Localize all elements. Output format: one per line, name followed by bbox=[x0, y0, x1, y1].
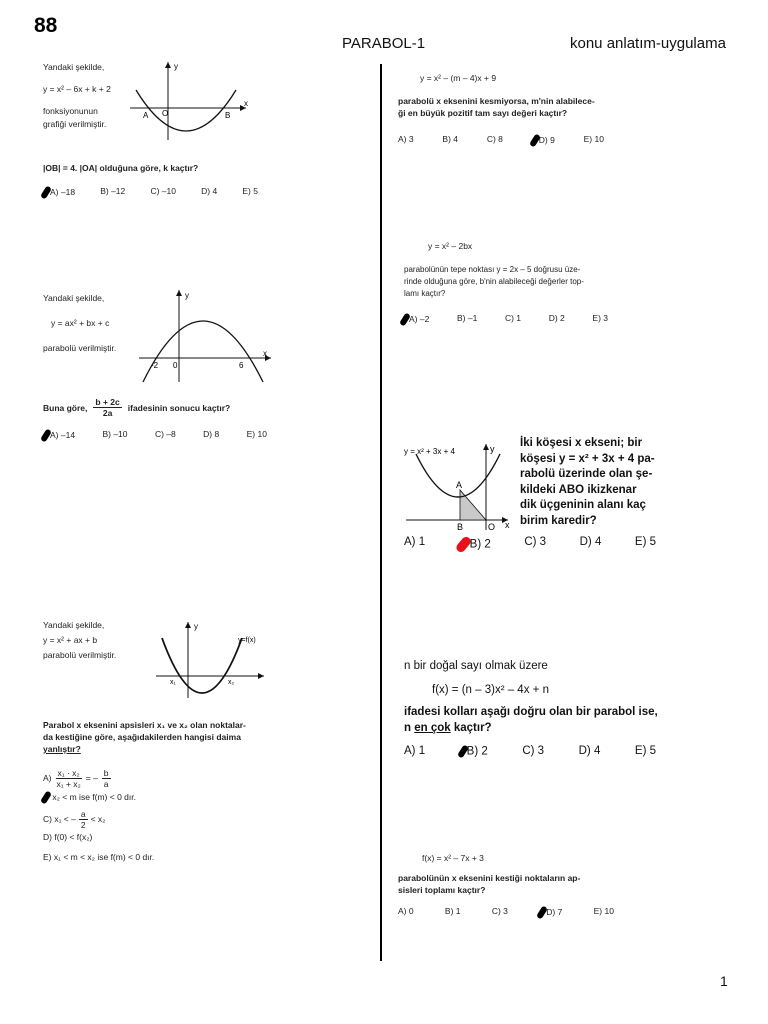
q6-question-line: rabolü üzerinde olan şe- bbox=[520, 468, 653, 480]
q6-parabola bbox=[416, 454, 500, 497]
choice-a[interactable]: A) 1 bbox=[404, 745, 426, 757]
q3-question-line: yanlıştır? bbox=[43, 744, 81, 754]
choice-b[interactable]: B) 4 bbox=[442, 134, 459, 144]
choice-b[interactable]: B) –1 bbox=[456, 313, 478, 323]
page-number: 1 bbox=[720, 973, 728, 989]
choice-e[interactable]: E) 5 bbox=[634, 745, 656, 757]
q6-triangle-abo bbox=[460, 490, 486, 520]
q8-equation: f(x) = x² – 7x + 3 bbox=[422, 853, 484, 863]
choice-d[interactable]: D) 7 bbox=[539, 906, 562, 919]
q1-line: grafiği verilmiştir. bbox=[43, 119, 107, 129]
choice-c[interactable]: C) –8 bbox=[154, 429, 176, 439]
q6-choices bbox=[404, 536, 656, 553]
q2-frac-top: b + 2c bbox=[95, 397, 120, 407]
q6-x-label: x bbox=[505, 520, 510, 530]
q3-f-label: y=f(x) bbox=[238, 637, 256, 644]
choice-b[interactable]: B) –10 bbox=[102, 429, 128, 439]
y-axis-arrow-icon bbox=[165, 62, 171, 68]
q6-question bbox=[520, 436, 658, 529]
q8-question-line: sisleri toplamı kaçtır? bbox=[398, 885, 486, 895]
choice-a[interactable]: A) $\frac{\text{x₁ · x₂}}{\text{x₁ + x₂}}$ = – $\frac{b}{a}$ bbox=[43, 767, 109, 789]
q8-question-line: parabolünün x eksenini kestiği noktaların ap- bbox=[398, 873, 581, 883]
q6-question-line: köşesi y = x² + 3x + 4 pa- bbox=[520, 452, 655, 465]
q6-point-b: B bbox=[457, 522, 464, 532]
choice-c[interactable]: C) 8 bbox=[486, 134, 503, 144]
q2-text bbox=[43, 292, 116, 355]
choice-e[interactable]: E) 3 bbox=[592, 313, 608, 323]
q8-choices bbox=[398, 906, 614, 919]
choice-e[interactable]: E) 10 bbox=[246, 429, 267, 439]
choice-c[interactable]: C) 3 bbox=[524, 536, 547, 548]
q7-question-line-2 bbox=[404, 720, 658, 736]
q1-parabola bbox=[136, 90, 236, 131]
choice-e[interactable]: E) x₁ < m < x₂ ise f(m) < 0 dır. bbox=[43, 852, 155, 862]
q2-choices bbox=[43, 429, 267, 442]
q1-line: Yandaki şekilde, bbox=[43, 62, 105, 72]
q1-point-o: O bbox=[162, 109, 169, 118]
q6-y-label: y bbox=[490, 444, 495, 454]
page-subtitle: konu anlatım-uygulama bbox=[570, 35, 726, 52]
q3-question-line: Parabol x eksenini apsisleri x₁ ve x₂ olan noktalar- bbox=[43, 720, 246, 730]
q5-question-line: rinde olduğuna göre, b'nin alabileceği değerler top- bbox=[404, 277, 584, 286]
choice-b[interactable]: B) 2 bbox=[460, 745, 488, 758]
choice-c[interactable]: C) x₁ < – $\frac{a}{2}$ < x₂ bbox=[43, 808, 106, 830]
q1-point-a: A bbox=[143, 111, 149, 120]
choice-c[interactable]: C) –10 bbox=[150, 186, 176, 196]
x-axis-arrow-icon bbox=[258, 673, 264, 679]
q1-y-label: y bbox=[174, 62, 178, 71]
choice-e[interactable]: E) 5 bbox=[634, 536, 656, 548]
choice-b[interactable]: x₂ < m ise f(m) < 0 dır. bbox=[43, 791, 154, 807]
q2-x-label: x bbox=[263, 349, 267, 358]
q3-question-line: da kestiğine göre, aşağıdakilerden hangisi daima bbox=[43, 732, 241, 742]
choice-a[interactable]: A) –14 bbox=[43, 429, 75, 442]
q2-line: y = ax² + bx + c bbox=[51, 318, 110, 328]
q5-equation: y = x² – 2bx bbox=[428, 241, 473, 251]
q4-question-line: parabolü x eksenini kesmiyorsa, m'nin alabilece- bbox=[398, 96, 595, 106]
q5-question bbox=[404, 264, 584, 300]
q3-options bbox=[43, 765, 154, 864]
choice-a[interactable]: A) –18 bbox=[43, 186, 75, 199]
choice-e[interactable]: E) 5 bbox=[242, 186, 258, 196]
q3-line: Yandaki şekilde, bbox=[43, 620, 105, 630]
q2-frac-bottom: 2a bbox=[102, 408, 113, 418]
q6-question-line: İki köşesi x ekseni; bir bbox=[520, 437, 643, 449]
page-badge: 88 bbox=[34, 14, 58, 37]
q3-y-label: y bbox=[194, 622, 198, 631]
q2-question bbox=[43, 397, 230, 418]
choice-c[interactable]: C) 3 bbox=[522, 745, 545, 757]
q6-question-line: birim karedir? bbox=[520, 514, 597, 527]
q1-text bbox=[43, 61, 111, 131]
q6-graph-label: y = x² + 3x + 4 bbox=[404, 447, 455, 456]
q6-point-o: O bbox=[488, 522, 496, 532]
q6-graph bbox=[402, 440, 518, 532]
q2-graph bbox=[135, 288, 275, 384]
choice-b[interactable]: B) 1 bbox=[444, 906, 461, 916]
q2-question-post: ifadesinin sonucu kaçtır? bbox=[127, 402, 231, 413]
q2-tick-6: 6 bbox=[239, 361, 244, 370]
q3-x2-label: x₂ bbox=[228, 679, 235, 686]
page-title: PARABOL-1 bbox=[342, 35, 426, 52]
q7-equation: f(x) = (n – 3)x² – 4x + n bbox=[432, 684, 549, 696]
choice-a[interactable]: A) 0 bbox=[398, 906, 414, 916]
choice-a[interactable]: A) –2 bbox=[402, 313, 429, 326]
q2-line: parabolü verilmiştir. bbox=[43, 343, 117, 353]
choice-c[interactable]: C) 3 bbox=[491, 906, 508, 916]
q4-question bbox=[398, 95, 595, 119]
q7-n: n bbox=[404, 722, 412, 734]
q1-point-b: B bbox=[225, 111, 231, 120]
q2-question-pre: Buna göre, bbox=[43, 402, 88, 413]
q1-line: y = x² – 6x + k + 2 bbox=[43, 84, 111, 94]
q2-parabola bbox=[143, 321, 263, 382]
choice-d[interactable]: D) 4 bbox=[578, 745, 601, 757]
q3-graph bbox=[154, 620, 266, 700]
choice-d[interactable]: D) 2 bbox=[548, 313, 565, 323]
choice-b[interactable]: B) 2 bbox=[459, 536, 491, 553]
choice-c[interactable]: C) 1 bbox=[504, 313, 522, 323]
column-divider bbox=[380, 64, 382, 961]
q4-question-line: ği en büyük pozitif tam sayı değeri kaçtır? bbox=[398, 108, 568, 118]
q2-tick-origin: 0 bbox=[173, 361, 178, 370]
q8-question bbox=[398, 872, 580, 896]
q1-x-label: x bbox=[244, 99, 248, 108]
q7-tail: kaçtır? bbox=[453, 722, 492, 734]
q7-question-line: ifadesi kolları aşağı doğru olan bir parabol ise, bbox=[404, 706, 658, 718]
q5-question-line: parabolünün tepe noktası y = 2x – 5 doğrusu üze- bbox=[404, 265, 581, 274]
q4-choices bbox=[398, 134, 604, 147]
q1-choices bbox=[43, 186, 258, 199]
y-axis-arrow-icon bbox=[185, 622, 191, 628]
choice-b[interactable]: B) –12 bbox=[100, 186, 126, 196]
q3-text bbox=[43, 619, 116, 662]
q3-question bbox=[43, 719, 246, 755]
choice-a[interactable]: A) 3 bbox=[398, 134, 414, 144]
choice-d[interactable]: D) 9 bbox=[532, 134, 555, 147]
q5-choices bbox=[402, 313, 608, 326]
choice-a[interactable]: A) 1 bbox=[404, 536, 426, 548]
choice-e[interactable]: E) 10 bbox=[593, 906, 614, 916]
choice-d[interactable]: D) f(0) < f(x₂) bbox=[43, 832, 93, 842]
y-axis-arrow-icon bbox=[483, 444, 489, 450]
check-mark-icon bbox=[40, 791, 52, 805]
y-axis-arrow-icon bbox=[176, 290, 182, 296]
q6-point-a: A bbox=[456, 480, 463, 490]
q7-question bbox=[404, 704, 658, 736]
q7-intro: n bir doğal sayı olmak üzere bbox=[404, 660, 548, 672]
q3-line: parabolü verilmiştir. bbox=[43, 650, 117, 660]
q2-fraction bbox=[93, 397, 121, 418]
q1-graph bbox=[128, 60, 254, 142]
q5-question-line: lamı kaçtır? bbox=[404, 289, 446, 298]
choice-d[interactable]: D) 8 bbox=[203, 429, 220, 439]
q6-question-line: kildeki ABO ikizkenar bbox=[520, 483, 637, 496]
q1-line: fonksiyonunun bbox=[43, 106, 98, 116]
q2-tick-minus2: -2 bbox=[151, 361, 159, 370]
choice-e[interactable]: E) 10 bbox=[583, 134, 604, 144]
choice-d[interactable]: D) 4 bbox=[201, 186, 218, 196]
q2-y-label: y bbox=[185, 291, 189, 300]
q3-line: y = x² + ax + b bbox=[43, 635, 98, 645]
q1-question: |OB| = 4. |OA| olduğuna göre, k kaçtır? bbox=[43, 163, 199, 173]
q3-x1-label: x₁ bbox=[170, 679, 176, 686]
q4-equation: y = x² – (m – 4)x + 9 bbox=[420, 73, 497, 83]
choice-d[interactable]: D) 4 bbox=[579, 536, 602, 548]
q2-line: Yandaki şekilde, bbox=[43, 293, 105, 303]
q6-question-line: dik üçgeninin alanı kaç bbox=[520, 499, 646, 511]
q7-underline: en çok bbox=[414, 722, 451, 734]
q7-choices bbox=[404, 745, 656, 758]
